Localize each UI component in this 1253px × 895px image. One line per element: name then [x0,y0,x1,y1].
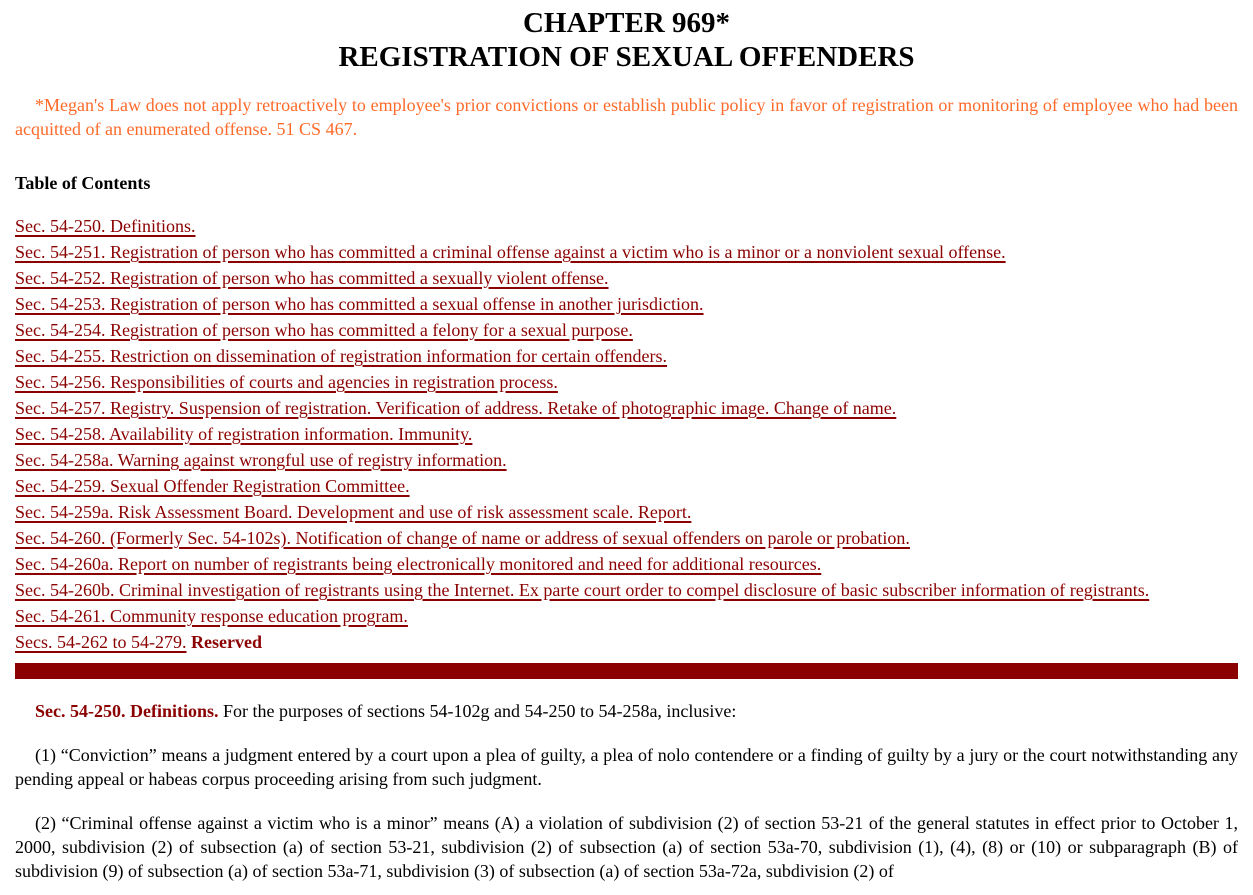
toc-item [15,473,1238,499]
annotation-note: *Megan's Law does not apply retroactively to employee's prior convictions or establish public policy in favor of registration or monitoring of employee who had been acquitted of an enumerated offense. 51 CS 467. [15,95,1238,139]
toc-link-54-253[interactable]: Sec. 54-253. Registration of person who has committed a sexual offense in another jurisdiction. [15,294,704,314]
toc-link-54-261[interactable]: Sec. 54-261. Community response education program. [15,606,408,626]
toc-heading: Table of Contents [15,173,151,193]
reserved-label: Reserved [190,632,262,652]
toc-item [15,525,1238,551]
toc-link-54-257[interactable]: Sec. 54-257. Registry. Suspension of registration. Verification of address. Retake of photographic image. Change of name. [15,398,897,418]
toc-item [15,421,1238,447]
toc-link-54-259a[interactable]: Sec. 54-259a. Risk Assessment Board. Development and use of risk assessment scale. Report. [15,502,692,522]
toc-item [15,603,1238,629]
toc-item [15,291,1238,317]
toc-item [15,213,1238,239]
toc-item [15,499,1238,525]
toc-item [15,265,1238,291]
section-heading: Sec. 54-250. Definitions. [35,701,219,721]
toc-link-54-251[interactable]: Sec. 54-251. Registration of person who has committed a criminal offense against a victim who is a minor or a nonviolent sexual offense. [15,242,1006,262]
toc-link-54-260[interactable]: Sec. 54-260. (Formerly Sec. 54-102s). Notification of change of name or address of sexual offenders on parole or probation. [15,528,910,548]
chapter-number: CHAPTER 969* [522,7,731,39]
section-intro [15,699,1238,723]
toc-link-54-256[interactable]: Sec. 54-256. Responsibilities of courts and agencies in registration process. [15,372,558,392]
toc-link-54-258a[interactable]: Sec. 54-258a. Warning against wrongful use of registry information. [15,450,507,470]
toc-link-54-252[interactable]: Sec. 54-252. Registration of person who has committed a sexually violent offense. [15,268,609,288]
toc-item [15,577,1238,603]
section-divider [15,663,1238,679]
table-of-contents [15,213,1238,655]
toc-link-54-262-to-54-279[interactable]: Secs. 54-262 to 54-279. [15,632,187,652]
toc-item [15,551,1238,577]
toc-link-54-254[interactable]: Sec. 54-254. Registration of person who has committed a felony for a sexual purpose. [15,320,633,340]
toc-link-54-255[interactable]: Sec. 54-255. Restriction on dissemination of registration information for certain offenders. [15,346,668,366]
toc-link-54-258[interactable]: Sec. 54-258. Availability of registration information. Immunity. [15,424,473,444]
toc-item [15,395,1238,421]
section-intro-text: For the purposes of sections 54-102g and 54-250 to 54-258a, inclusive: [218,701,737,721]
chapter-title [15,0,1238,74]
toc-link-54-259[interactable]: Sec. 54-259. Sexual Offender Registration Committee. [15,476,410,496]
toc-link-54-260a[interactable]: Sec. 54-260a. Report on number of registrants being electronically monitored and need for additional resources. [15,554,822,574]
definition-paragraph: (1) “Conviction” means a judgment entered by a court upon a plea of guilty, a plea of nolo contendere or a finding of guilty by a jury or the court notwithstanding any pending appeal or habeas corpus proceeding arising from such judgment. [15,745,1238,789]
chapter-name: REGISTRATION OF SEXUAL OFFENDERS [338,41,915,73]
toc-item [15,369,1238,395]
toc-link-54-260b[interactable]: Sec. 54-260b. Criminal investigation of registrants using the Internet. Ex parte court order to compel disclosure of basic subscriber information of registrants. [15,580,1150,600]
definition-paragraph: (2) “Criminal offense against a victim who is a minor” means (A) a violation of subdivision (2) of section 53-21 of the general statutes in effect prior to October 1, 2000, subdivision (2) of subsection (a) of section 53-21, subdivision (2) of subsection (a) of section 53a-70, subdivision (1), (4), (8) or (10) or subparagraph (B) of subdivision (9) of subsection (a) of section 53a-71, subdivision (3) of subsection (a) of section 53a-72a, subdivision (2) of [15,813,1238,881]
toc-item [15,447,1238,473]
toc-item [15,343,1238,369]
toc-link-54-250[interactable]: Sec. 54-250. Definitions. [15,216,196,236]
toc-item [15,629,1238,655]
toc-item [15,239,1238,265]
section-body [15,699,1238,883]
toc-item [15,317,1238,343]
